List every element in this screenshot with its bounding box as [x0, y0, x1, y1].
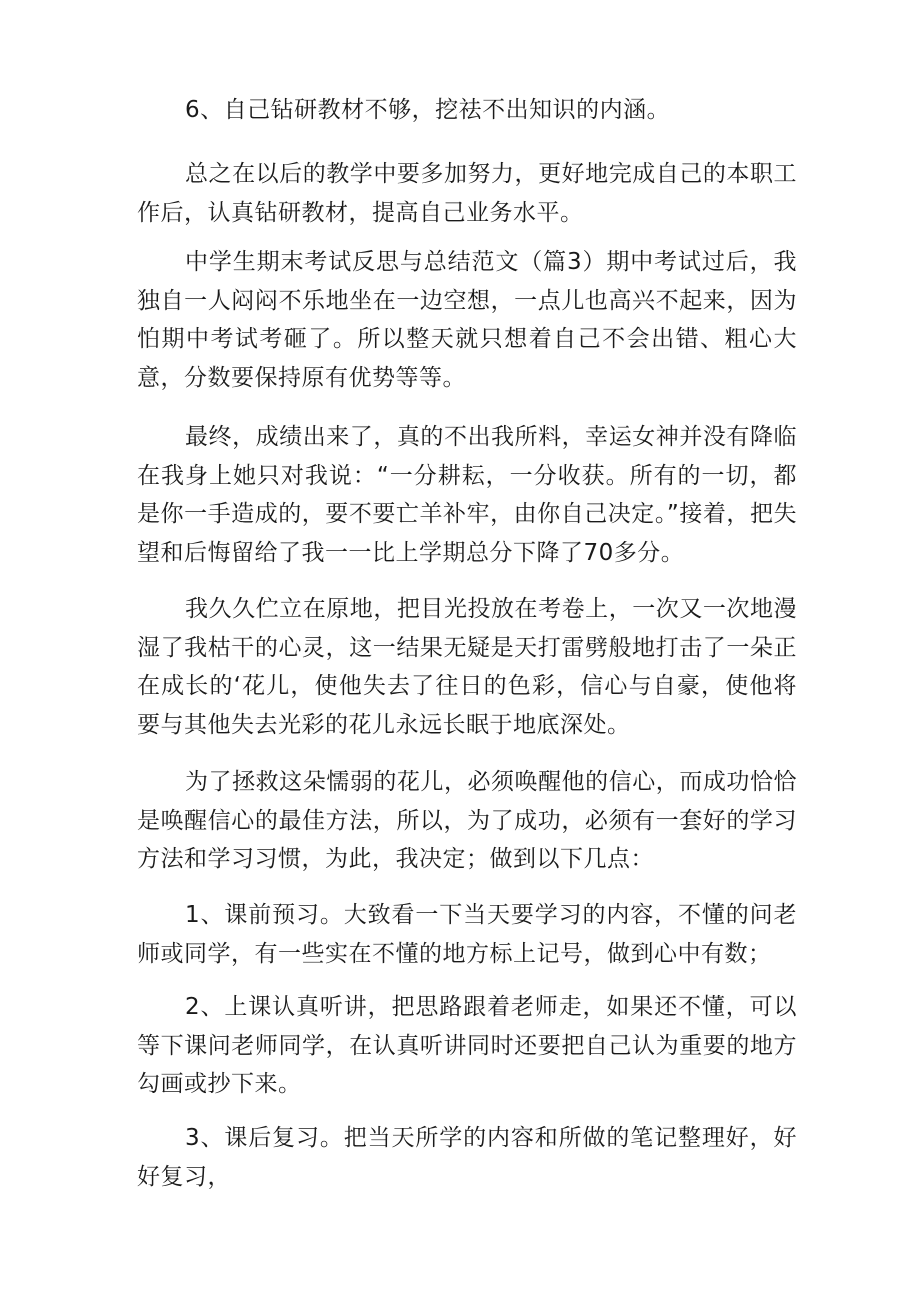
paragraph-results: 最终，成绩出来了，真的不出我所料，幸运女神并没有降临在我身上她只对我说：“一分耕耘，一分收获。所有的一切，都是你一手造成的，要不要亡羊补牢，由你自己决定。”接着，把失望和后悔留给了我一一比上学期总分下降了70多分。 — [137, 424, 797, 566]
paragraph-reflection: 我久久伫立在原地，把目光投放在考卷上，一次又一次地漫湿了我枯干的心灵，这一结果无疑是天打雷劈般地打击了一朵正在成长的‘花儿，使他失去了往日的色彩，信心与自豪，使他将要与其他失去光彩的花儿永远长眠于地底深处。 — [137, 596, 797, 738]
paragraph-summary: 总之在以后的教学中要多加努力，更好地完成自己的本职工作后，认真钻研教材，提高自己业务水平。 — [137, 161, 797, 226]
paragraph-essay-intro: 中学生期末考试反思与总结范文（篇3）期中考试过后，我独自一人闷闷不乐地坐在一边空想，一点儿也高兴不起来，因为怕期中考试考砸了。所以整天就只想着自己不会出错、粗心大意，分数要保持原有优势等等。 — [137, 249, 797, 391]
paragraph-step-3: 3、课后复习。把当天所学的内容和所做的笔记整理好，好好复习， — [137, 1125, 797, 1190]
paragraph-step-2: 2、上课认真听讲，把思路跟着老师走，如果还不懂，可以等下课问老师同学，在认真听讲同时还要把自己认为重要的地方勾画或抄下来。 — [137, 994, 797, 1097]
paragraph-item-6: 6、自己钻研教材不够，挖祛不出知识的内涵。 — [185, 97, 671, 123]
paragraph-decision: 为了拯救这朵懦弱的花儿，必须唤醒他的信心，而成功恰恰是唤醒信心的最佳方法，所以，为了成功，必须有一套好的学习方法和学习习惯，为此，我决定；做到以下几点： — [137, 769, 797, 872]
paragraph-step-1: 1、课前预习。大致看一下当天要学习的内容，不懂的问老师或同学，有一些实在不懂的地方标上记号，做到心中有数； — [137, 902, 797, 967]
